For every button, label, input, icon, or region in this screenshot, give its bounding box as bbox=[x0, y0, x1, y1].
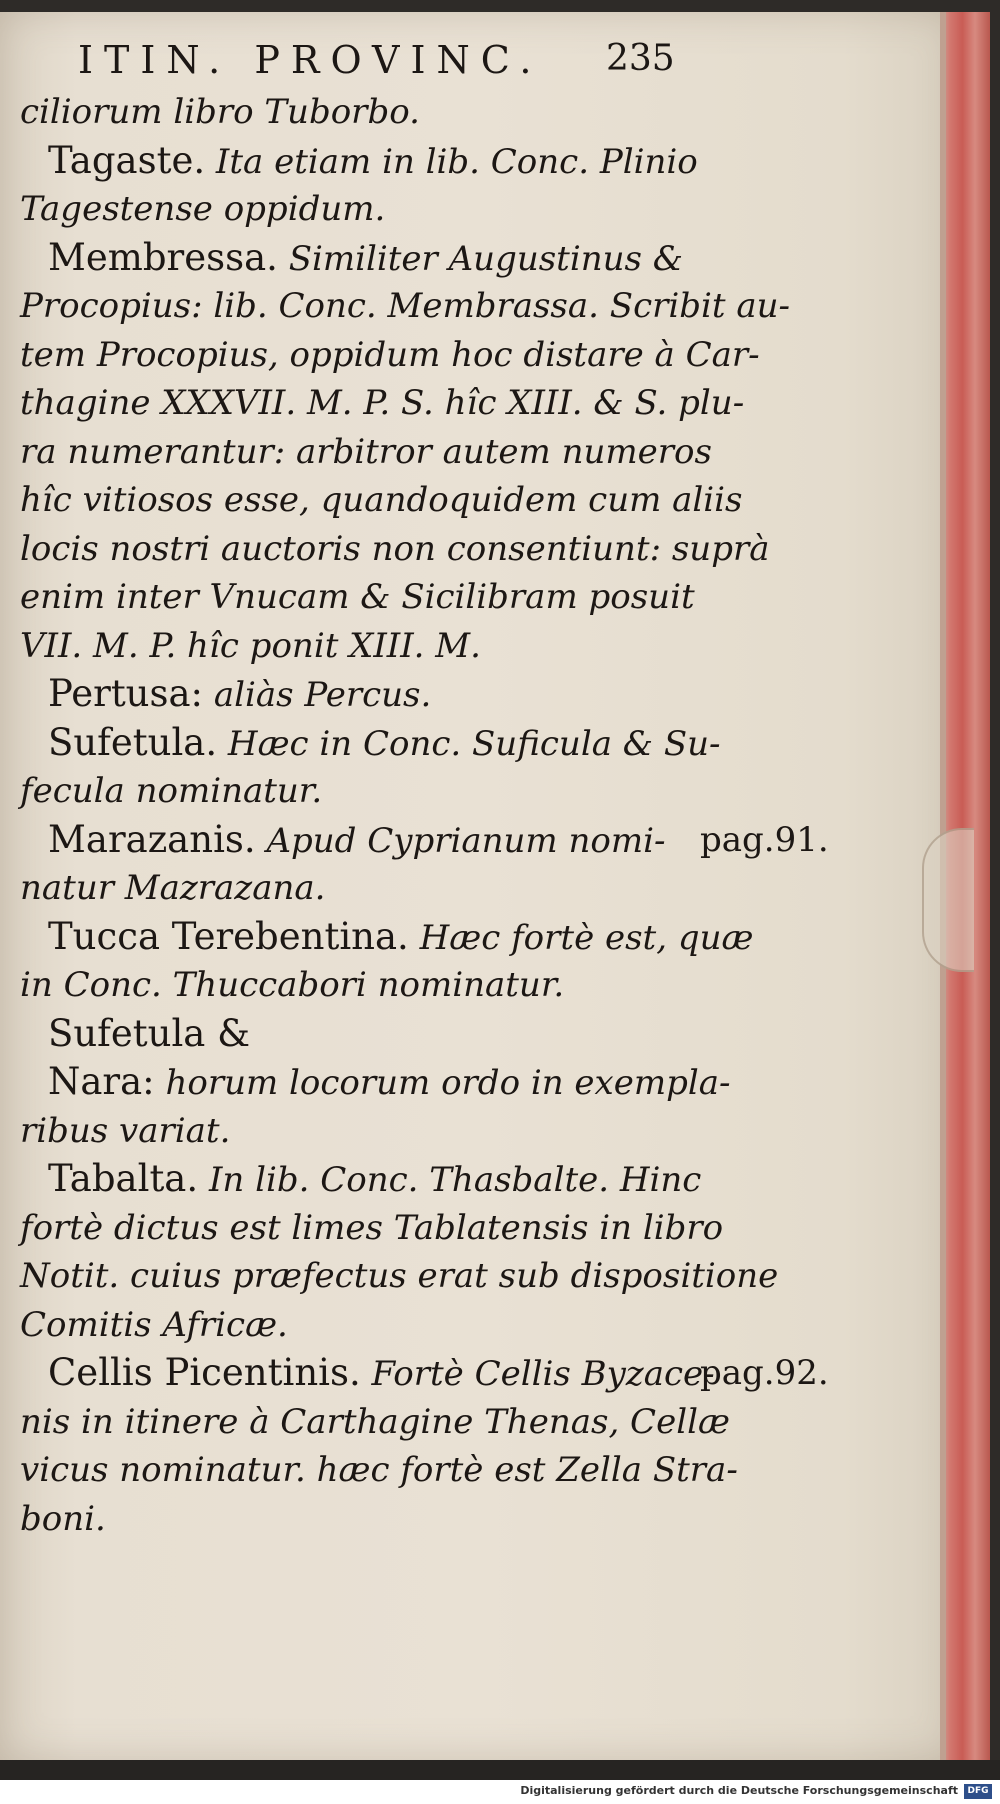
page-number: 235 bbox=[606, 38, 675, 79]
lemma: Marazanis. bbox=[48, 817, 256, 861]
lemma: Membressa. bbox=[48, 235, 278, 279]
text-line bbox=[20, 525, 870, 574]
line-text: Fortè Cellis Byzace- bbox=[360, 1354, 715, 1394]
text-line bbox=[20, 913, 870, 962]
line-text: Hæc fortè est, quæ bbox=[408, 917, 754, 958]
line-text: ribus variat. bbox=[20, 1110, 231, 1151]
line-text: horum locorum ordo in exempla- bbox=[154, 1063, 731, 1103]
text-line bbox=[20, 234, 870, 283]
line-text: vicus nominatur. hæc fortè est Zella Stra- bbox=[20, 1450, 738, 1490]
text-line bbox=[20, 1301, 870, 1350]
page-tab-shadow bbox=[922, 828, 974, 972]
line-text: in Conc. Thuccabori nominatur. bbox=[20, 965, 565, 1005]
running-head bbox=[20, 30, 870, 88]
page-text bbox=[20, 30, 870, 1543]
line-text: fecula nominatur. bbox=[20, 771, 323, 811]
margin-note: pag.92. bbox=[700, 1353, 829, 1393]
text-line bbox=[20, 1495, 870, 1544]
line-text: Procopius: lib. Conc. Membrassa. Scribit au- bbox=[20, 286, 790, 326]
lemma: Cellis Picentinis. bbox=[48, 1351, 361, 1394]
running-head-title: ITIN. PROVINC. bbox=[78, 38, 543, 82]
line-text: thagine XXXVII. M. P. S. hîc XIII. & S. plu- bbox=[20, 383, 745, 423]
text-line bbox=[20, 816, 870, 865]
lemma: Tucca Terebentina. bbox=[48, 914, 409, 958]
line-text: ciliorum libro Tuborbo. bbox=[20, 92, 420, 132]
text-line bbox=[20, 961, 870, 1010]
dfg-logo-icon: DFG bbox=[964, 1784, 992, 1799]
text-line bbox=[20, 428, 870, 477]
lemma: Nara: bbox=[48, 1060, 155, 1103]
line-text: nis in itinere à Carthagine Thenas, Cellæ bbox=[20, 1401, 730, 1442]
line-text: hîc vitiosos esse, quandoquidem cum aliis bbox=[20, 480, 743, 520]
text-line bbox=[20, 1010, 870, 1059]
line-text: VII. M. P. hîc ponit XIII. M. bbox=[20, 625, 481, 666]
line-text: fortè dictus est limes Tablatensis in libro bbox=[20, 1207, 724, 1248]
line-text: enim inter Vnucam & Sicilibram posuit bbox=[20, 577, 695, 617]
text-line bbox=[20, 1349, 870, 1398]
text-line bbox=[20, 719, 870, 768]
margin-note: pag.91. bbox=[700, 819, 829, 860]
text-line bbox=[20, 282, 870, 331]
text-line bbox=[20, 88, 870, 137]
line-text: aliàs Percus. bbox=[203, 675, 432, 715]
lemma: Sufetula & bbox=[48, 1011, 251, 1055]
line-text: Ita etiam in lib. Conc. Plinio bbox=[205, 141, 698, 182]
lemma: Tagaste. bbox=[48, 138, 206, 182]
text-line bbox=[20, 1204, 870, 1253]
text-line bbox=[20, 1252, 870, 1301]
line-text: ra numerantur: arbitror autem numeros bbox=[20, 431, 712, 472]
line-text: Similiter Augustinus & bbox=[277, 238, 684, 279]
text-lines bbox=[20, 88, 870, 1543]
line-text: Hæc in Conc. Suficula & Su- bbox=[217, 723, 721, 764]
line-text: boni. bbox=[20, 1498, 106, 1539]
footer-bar bbox=[0, 1780, 1000, 1804]
text-line bbox=[20, 622, 870, 671]
line-text: natur Mazrazana. bbox=[20, 868, 326, 908]
text-line bbox=[20, 670, 870, 719]
scan-bottom-band bbox=[0, 1760, 1000, 1780]
text-line bbox=[20, 864, 870, 913]
text-line bbox=[20, 1155, 870, 1204]
text-line bbox=[20, 1058, 870, 1107]
lemma: Sufetula. bbox=[48, 720, 218, 764]
text-line bbox=[20, 767, 870, 816]
text-line bbox=[20, 1398, 870, 1447]
text-line bbox=[20, 137, 870, 186]
text-line bbox=[20, 1446, 870, 1495]
text-line bbox=[20, 331, 870, 380]
line-text: locis nostri auctoris non consentiunt: suprà bbox=[20, 528, 770, 569]
text-line bbox=[20, 573, 870, 622]
line-text: In lib. Conc. Thasbalte. Hinc bbox=[198, 1160, 702, 1200]
line-text: Apud Cyprianum nomi- bbox=[255, 820, 666, 861]
text-line bbox=[20, 1107, 870, 1156]
line-text: Notit. cuius præfectus erat sub dispositione bbox=[20, 1256, 779, 1296]
line-text: Comitis Africæ. bbox=[20, 1304, 288, 1345]
line-text: Tagestense oppidum. bbox=[20, 189, 386, 229]
text-line bbox=[20, 185, 870, 234]
lemma: Tabalta. bbox=[48, 1157, 199, 1200]
text-line bbox=[20, 476, 870, 525]
line-text: tem Procopius, oppidum hoc distare à Car- bbox=[20, 334, 760, 375]
lemma: Pertusa: bbox=[48, 672, 204, 715]
text-line bbox=[20, 379, 870, 428]
footer-credit: Digitalisierung gefördert durch die Deutsche Forschungsgemeinschaft bbox=[520, 1784, 958, 1797]
